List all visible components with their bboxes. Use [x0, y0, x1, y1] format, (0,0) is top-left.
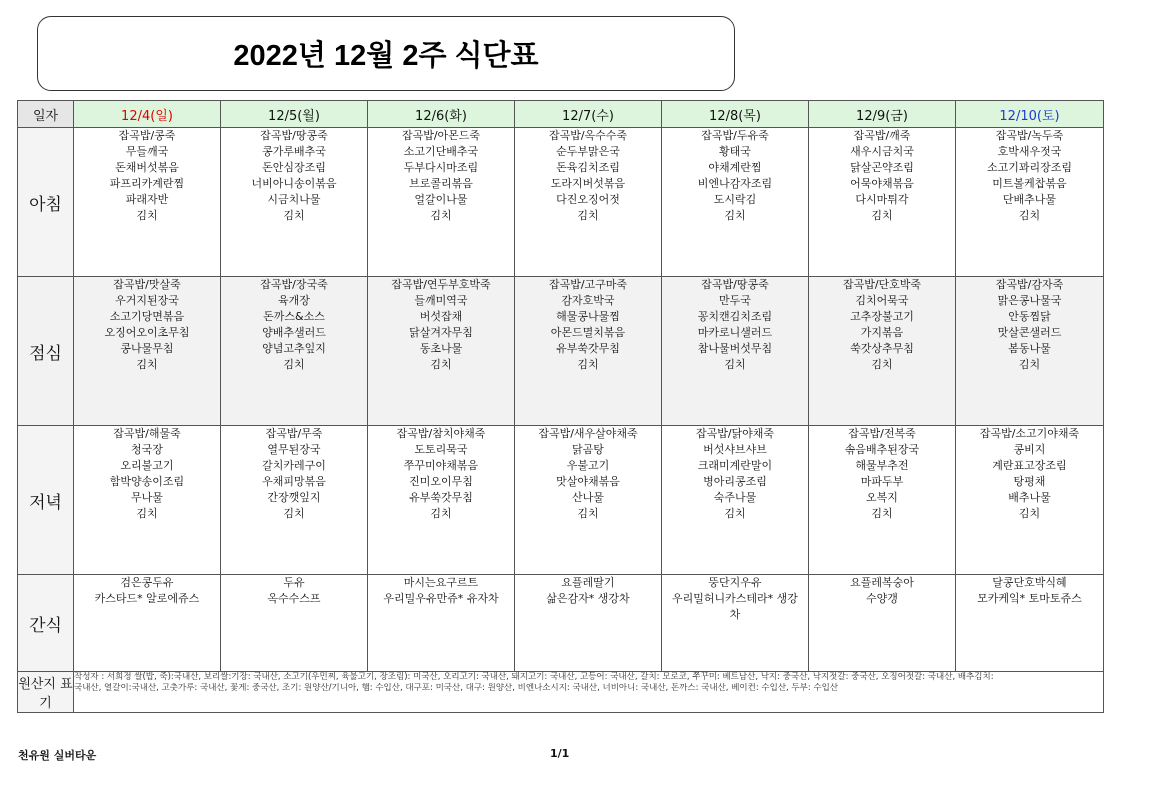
menu-item: 돈채버섯볶음	[115, 161, 179, 174]
footer-page-number: 1/1	[550, 747, 570, 760]
menu-item: 뚱단지우유	[708, 576, 762, 589]
menu-item: 우리밀허니카스테라* 생강	[672, 592, 798, 605]
menu-item: 소고기꽈리장조림	[986, 161, 1072, 174]
menu-cell	[368, 277, 515, 426]
menu-item: 잡곡밥/소고기야채죽	[979, 427, 1080, 440]
menu-cell	[515, 575, 662, 672]
menu-item: 돈까스&소스	[263, 310, 325, 323]
menu-item: 유부쑥갓무침	[556, 342, 620, 355]
menu-item: 야채계란찜	[708, 161, 762, 174]
menu-item: 잡곡밥/깨죽	[853, 129, 911, 142]
day-header-sun: 12/4(일)	[74, 101, 221, 128]
day-header-tue: 12/6(화)	[368, 101, 515, 128]
menu-item: 크래미계란말이	[697, 459, 773, 472]
menu-item: 맛살야채볶음	[556, 475, 620, 488]
menu-cell	[809, 575, 956, 672]
menu-item: 동초나물	[419, 342, 463, 355]
menu-item: 얼갈이나물	[414, 193, 468, 206]
menu-table	[17, 100, 1104, 713]
menu-item: 청국장	[131, 443, 163, 456]
menu-item: 돈안심장조림	[262, 161, 326, 174]
menu-item: 도라지버섯볶음	[550, 177, 626, 190]
menu-item: 요플레복숭아	[850, 576, 914, 589]
menu-item: 단배추나물	[1002, 193, 1057, 206]
menu-item: 순두부맑은국	[556, 145, 620, 158]
menu-item: 진미오이무침	[409, 475, 473, 488]
menu-item: 카스타드* 알로에쥬스	[94, 592, 200, 605]
menu-cell	[515, 426, 662, 575]
menu-item: 잡곡밥/맛살죽	[113, 278, 181, 291]
menu-item: 솎음배추된장국	[844, 443, 920, 456]
menu-item: 김치	[136, 358, 158, 371]
menu-cell	[515, 128, 662, 277]
menu-cell	[74, 575, 221, 672]
menu-item: 잡곡밥/아몬드죽	[401, 129, 481, 142]
header-row	[18, 101, 1104, 128]
menu-item: 간장깻잎지	[267, 491, 321, 504]
menu-item: 무나물	[131, 491, 163, 504]
menu-item: 오복지	[866, 491, 898, 504]
menu-item: 우거지된장국	[115, 294, 179, 307]
day-header-wed: 12/7(수)	[515, 101, 662, 128]
menu-item: 김치어묵국	[855, 294, 909, 307]
menu-item: 양념고추잎지	[262, 342, 326, 355]
date-header-label: 일자	[18, 101, 74, 128]
menu-cell	[662, 426, 809, 575]
menu-cell	[74, 426, 221, 575]
menu-item: 어묵야채볶음	[850, 177, 914, 190]
menu-item: 잡곡밥/단호박죽	[842, 278, 922, 291]
menu-item: 만두국	[719, 294, 751, 307]
menu-item: 탕평채	[1013, 475, 1046, 488]
menu-item: 김치	[283, 507, 305, 520]
menu-item: 버섯샤브샤브	[703, 443, 767, 456]
menu-item: 잡곡밥/땅콩죽	[260, 129, 328, 142]
menu-item: 김치	[283, 209, 305, 222]
menu-item: 맛살콘샐러드	[997, 326, 1062, 339]
menu-item: 잡곡밥/참치야채죽	[396, 427, 486, 440]
menu-cell	[74, 128, 221, 277]
menu-item: 잡곡밥/고구마죽	[548, 278, 628, 291]
menu-item: 우리밀우유만쥬* 유자차	[383, 592, 499, 605]
menu-item: 오리불고기	[120, 459, 174, 472]
day-header-mon: 12/5(월)	[221, 101, 368, 128]
menu-item: 육개장	[278, 294, 310, 307]
menu-item: 배추나물	[1008, 491, 1051, 504]
menu-item: 김치	[1018, 358, 1041, 371]
menu-item: 김치	[1018, 209, 1041, 222]
title-box	[37, 16, 735, 91]
menu-cell	[221, 277, 368, 426]
menu-item: 잡곡밥/콩죽	[118, 129, 176, 142]
page-title: 2022년 12월 2주 식단표	[233, 40, 539, 72]
menu-item: 시금치나물	[267, 193, 321, 206]
menu-item: 열무된장국	[267, 443, 321, 456]
menu-item: 오징어오이초무침	[104, 326, 190, 339]
menu-item: 감자호박국	[561, 294, 615, 307]
menu-cell	[368, 128, 515, 277]
menu-item: 잡곡밥/전복죽	[848, 427, 916, 440]
menu-item: 우불고기	[566, 459, 610, 472]
menu-item: 미트볼케찹볶음	[992, 177, 1067, 190]
meal-label-breakfast: 아침	[18, 128, 74, 277]
menu-item: 잡곡밥/녹두죽	[995, 129, 1064, 142]
menu-item: 모카케잌* 토마토쥬스	[977, 592, 1082, 605]
menu-item: 비엔나감자조림	[697, 177, 773, 190]
menu-item: 들깨미역국	[414, 294, 468, 307]
menu-item: 김치	[871, 209, 893, 222]
menu-item: 양배추샐러드	[262, 326, 326, 339]
menu-item: 검은콩두유	[120, 576, 174, 589]
day-header-fri: 12/9(금)	[809, 101, 956, 128]
menu-item: 쑥갓상추무침	[850, 342, 914, 355]
menu-item: 꽁치캔김치조림	[697, 310, 773, 323]
menu-item: 닭살곤약조림	[850, 161, 914, 174]
menu-item: 다시마튀각	[855, 193, 909, 206]
menu-item: 김치	[724, 358, 746, 371]
menu-item: 잡곡밥/연두부호박죽	[391, 278, 491, 291]
menu-item: 콩가루배추국	[262, 145, 326, 158]
day-header-thu: 12/8(목)	[662, 101, 809, 128]
origin-label: 원산지 표기	[18, 672, 74, 713]
dinner-row	[18, 426, 1104, 575]
lunch-row	[18, 277, 1104, 426]
menu-item: 해물콩나물찜	[556, 310, 620, 323]
origin-line-1: 작성자 : 서희정 쌀(밥, 죽):국내산, 보리쌀:기장: 국내산, 소고기(우민찌, 육불고기, 장조림): 미국산, 오리고기: 국내산, 돼지고기: 국내산, 고등어: 국내산, 갈치: 모로코, 쭈꾸미: 베트남산, 낙지: 중국산, 낙지젓갈: 중국산, 오징어젓갈: 국내산, 배추김치:	[74, 672, 994, 682]
menu-cell	[221, 426, 368, 575]
menu-item: 가지볶음	[860, 326, 904, 339]
menu-item: 무들깨국	[125, 145, 169, 158]
menu-item: 삶은감자* 생강차	[546, 592, 630, 605]
menu-item: 닭살겨자무침	[409, 326, 473, 339]
menu-item: 함박양송이조림	[109, 475, 185, 488]
menu-cell	[368, 426, 515, 575]
menu-item: 유부쑥갓무침	[409, 491, 473, 504]
menu-item: 잡곡밥/장국죽	[260, 278, 328, 291]
menu-item: 잡곡밥/옥수수죽	[548, 129, 628, 142]
menu-item: 아몬드멸치볶음	[550, 326, 626, 339]
menu-cell	[956, 128, 1104, 277]
menu-item: 참나물버섯무침	[697, 342, 773, 355]
menu-cell	[368, 575, 515, 672]
menu-item: 잡곡밥/무죽	[265, 427, 323, 440]
menu-item: 소고기단배추국	[403, 145, 479, 158]
menu-item: 마파두부	[860, 475, 904, 488]
menu-item: 김치	[871, 507, 893, 520]
menu-item: 황태국	[719, 145, 751, 158]
menu-item: 돈육김치조림	[556, 161, 620, 174]
menu-item: 파래자반	[125, 193, 169, 206]
menu-item: 김치	[136, 507, 158, 520]
menu-item: 김치	[430, 358, 452, 371]
footer-org: 천유원 실버타운	[18, 749, 97, 762]
menu-item: 쭈꾸미야채볶음	[403, 459, 479, 472]
menu-item: 김치	[1018, 507, 1041, 520]
menu-item: 해물부추전	[855, 459, 909, 472]
menu-item: 김치	[724, 209, 746, 222]
menu-item: 김치	[871, 358, 893, 371]
menu-cell	[221, 575, 368, 672]
menu-item: 새우시금치국	[850, 145, 914, 158]
menu-item: 요플레딸기	[561, 576, 615, 589]
menu-item: 호박새우젓국	[997, 145, 1062, 158]
menu-item: 병아리콩조림	[703, 475, 767, 488]
menu-cell	[515, 277, 662, 426]
menu-item: 브로콜리볶음	[409, 177, 473, 190]
menu-item: 김치	[577, 507, 599, 520]
menu-cell	[74, 277, 221, 426]
menu-item: 잡곡밥/해물죽	[113, 427, 181, 440]
menu-item: 너비아니송이볶음	[251, 177, 337, 190]
menu-item: 봄동나물	[1008, 342, 1051, 355]
menu-cell	[809, 277, 956, 426]
menu-item: 고추장불고기	[850, 310, 914, 323]
menu-item: 우채피망볶음	[262, 475, 326, 488]
origin-text	[74, 672, 1104, 713]
menu-item: 차	[729, 608, 741, 621]
menu-cell	[662, 277, 809, 426]
menu-item: 잡곡밥/땅콩죽	[701, 278, 769, 291]
breakfast-row	[18, 128, 1104, 277]
menu-item: 콩나물무침	[120, 342, 174, 355]
menu-item: 김치	[283, 358, 305, 371]
menu-cell	[956, 277, 1104, 426]
menu-item: 갈치카레구이	[262, 459, 326, 472]
menu-cell	[809, 426, 956, 575]
menu-item: 다진오징어젓	[556, 193, 620, 206]
menu-item: 수양갱	[866, 592, 898, 605]
menu-cell	[662, 128, 809, 277]
menu-item: 달콩단호박식혜	[992, 576, 1067, 589]
menu-cell	[221, 128, 368, 277]
origin-row	[18, 672, 1104, 713]
menu-item: 두부다시마조림	[403, 161, 479, 174]
menu-item: 김치	[136, 209, 158, 222]
menu-item: 안동찜닭	[1008, 310, 1051, 323]
menu-item: 숙주나물	[713, 491, 757, 504]
menu-item: 산나물	[572, 491, 604, 504]
menu-item: 잡곡밥/감자죽	[995, 278, 1064, 291]
origin-line-2: 국내산, 열갈이:국내산, 고춧가루: 국내산, 꽃게: 중국산, 조기: 원양산/기니아, 햄: 수입산, 대구포: 미국산, 대구: 원양산, 비엔나소시지: 국내산, 너비아니: 국내산, 돈까스: 국내산, 베이컨: 수입산, 두부: 수입산	[74, 683, 839, 693]
menu-item: 도토리묵국	[414, 443, 468, 456]
menu-item: 잡곡밥/새우살야채죽	[538, 427, 638, 440]
menu-item: 두유	[283, 576, 305, 589]
menu-item: 김치	[430, 507, 452, 520]
menu-item: 맑은콩나물국	[997, 294, 1062, 307]
menu-item: 닭곰탕	[572, 443, 604, 456]
meal-label-dinner: 저녁	[18, 426, 74, 575]
menu-item: 소고기당면볶음	[109, 310, 185, 323]
menu-item: 잡곡밥/닭야채죽	[695, 427, 775, 440]
menu-item: 파프리카계란찜	[109, 177, 185, 190]
snack-row	[18, 575, 1104, 672]
menu-item: 김치	[430, 209, 452, 222]
menu-item: 계란표고장조림	[992, 459, 1067, 472]
day-header-sat: 12/10(토)	[956, 101, 1104, 128]
menu-item: 옥수수스프	[267, 592, 321, 605]
menu-cell	[956, 575, 1104, 672]
menu-item: 마카로니샐러드	[697, 326, 773, 339]
menu-item: 김치	[577, 209, 599, 222]
meal-label-snack: 간식	[18, 575, 74, 672]
menu-cell	[809, 128, 956, 277]
meal-label-lunch: 점심	[18, 277, 74, 426]
menu-item: 콩비지	[1013, 443, 1046, 456]
menu-item: 잡곡밥/두유죽	[701, 129, 769, 142]
menu-item: 마시는요구르트	[403, 576, 479, 589]
menu-item: 버섯잡채	[419, 310, 463, 323]
menu-item: 김치	[724, 507, 746, 520]
menu-item: 김치	[577, 358, 599, 371]
menu-item: 도시락김	[713, 193, 757, 206]
menu-cell	[956, 426, 1104, 575]
menu-cell	[662, 575, 809, 672]
